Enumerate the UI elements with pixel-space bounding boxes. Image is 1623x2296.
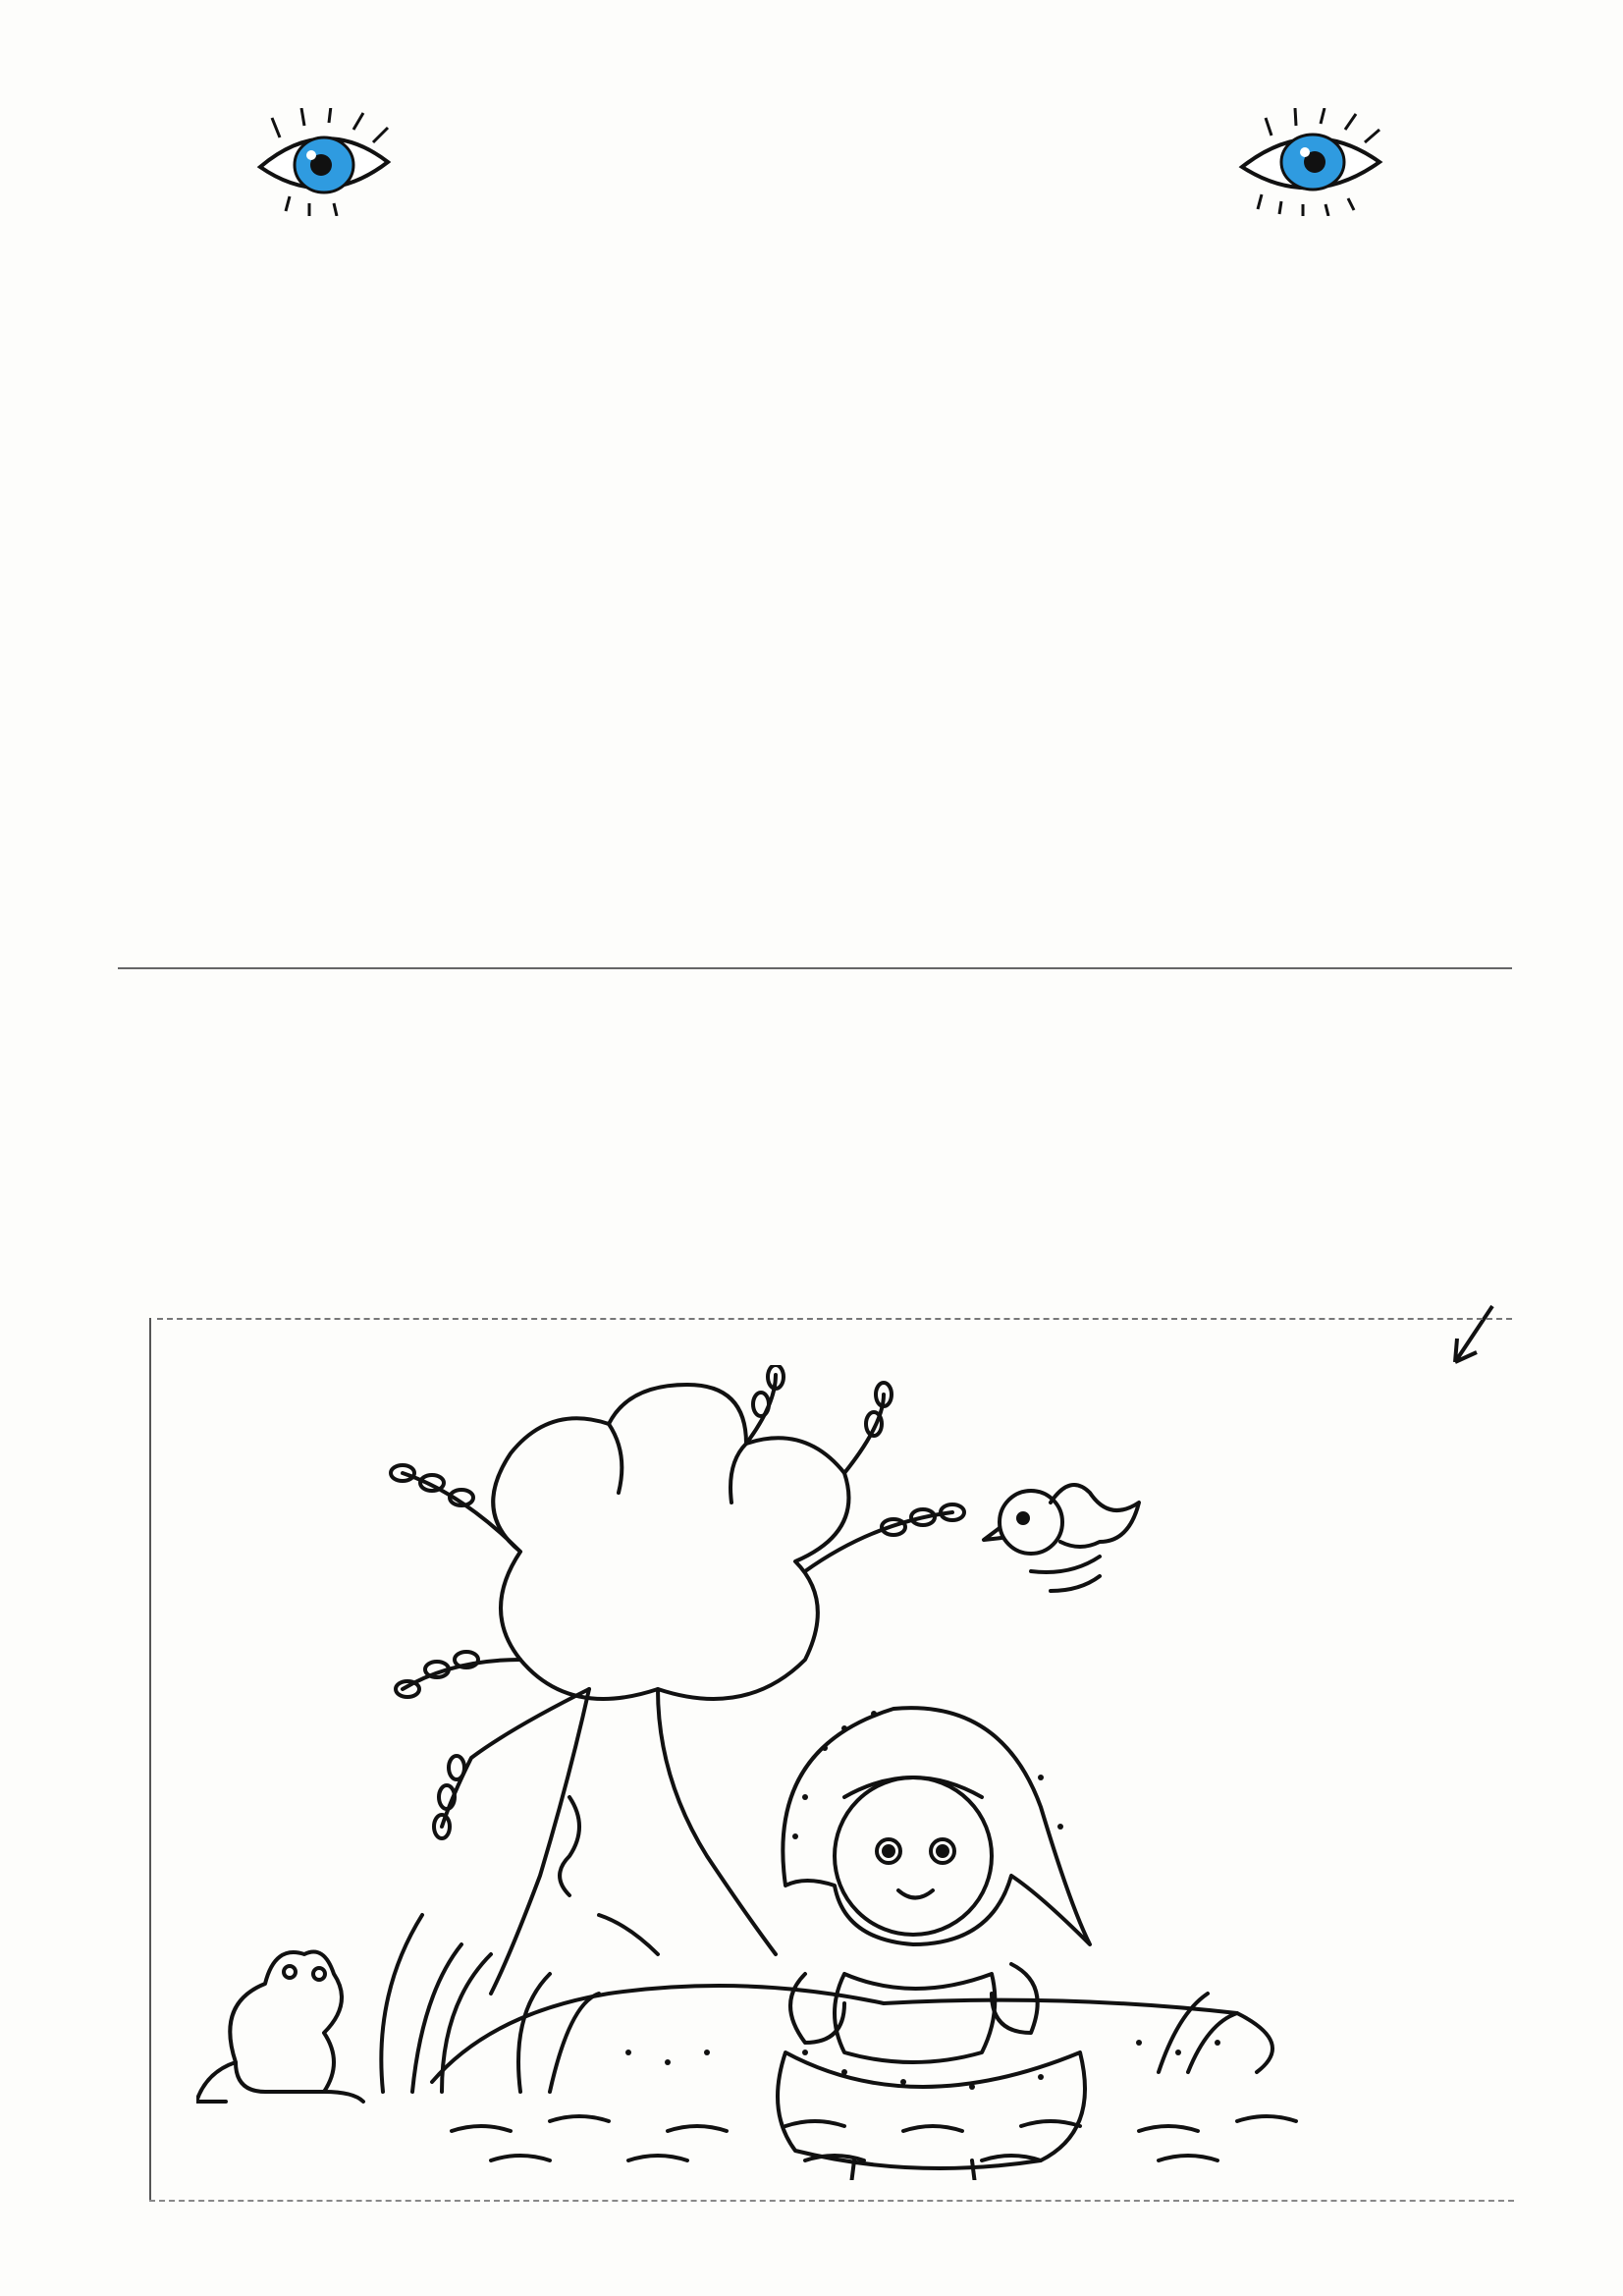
green-dot-icon	[641, 1075, 665, 1099]
frog	[196, 1952, 363, 2103]
blue-eye-icon	[250, 108, 398, 216]
blue-eye-icon	[1232, 108, 1389, 216]
frame-line	[149, 1318, 151, 2202]
arrow-down-left-icon	[1443, 1301, 1502, 1370]
music-staff	[167, 265, 1463, 412]
music-staff	[167, 432, 1463, 579]
legend-item	[584, 1075, 665, 1099]
divider	[118, 967, 1512, 969]
yellow-dot-icon	[641, 1213, 665, 1236]
music-staff	[167, 756, 1463, 903]
music-staff	[167, 594, 1463, 741]
divider	[157, 1318, 1512, 1320]
legend-item	[584, 1002, 665, 1025]
tree-trunk	[491, 1689, 776, 1994]
water	[452, 2116, 1296, 2131]
bird	[984, 1485, 1139, 1591]
legend-item	[584, 1149, 665, 1173]
tree-crown	[493, 1385, 848, 1699]
legend-item	[584, 1213, 665, 1236]
bank	[432, 1986, 1272, 2082]
dotted-pattern	[625, 1711, 1220, 2090]
divider	[149, 2200, 1514, 2202]
red-dot-icon	[641, 1002, 665, 1025]
catkin-group	[391, 1365, 964, 1838]
blue-dot-icon	[641, 1149, 665, 1173]
coloring-illustration	[196, 1365, 1512, 2180]
